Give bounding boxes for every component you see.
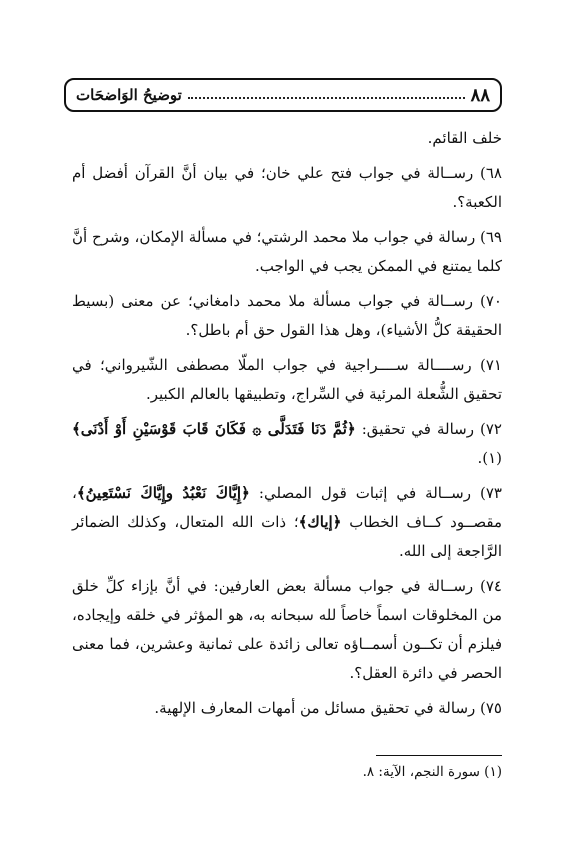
header-title: توضيحُ الوَاضحَات	[76, 86, 182, 104]
item-72-text: ٧٢) رسالة في تحقيق:	[355, 420, 502, 438]
paragraph-item-74: ٧٤) رســالة في جواب مسألة بعض العارفين: في أنَّ بإزاء كلِّ خلق من المخلوقات اسماً خاصاً لله سبحانه به، هو المؤثر في خلقه وإيجاده، فيلزم أن تكــون أسمــاؤه تعالى زائدة على ثمانية وعشرين، فما معنى الحصر في دائرة العقل؟.	[72, 577, 502, 682]
paragraph-item-71: ٧١) رســــالة ســــراجية في جواب الملّا مصطفى الشّيرواني؛ في تحقيق الشُّعلة المرئية في السِّراج، وتطبيقها بالعالم الكبير.	[72, 356, 502, 403]
page-body	[72, 124, 502, 729]
paragraph-continuation: خلف القائم.	[427, 129, 502, 147]
page-header	[64, 78, 502, 112]
header-leader-dots	[188, 97, 465, 99]
paragraph-item-72	[72, 415, 502, 473]
paragraph-item-69: ٦٩) رسالة في جواب ملا محمد الرشتي؛ في مسألة الإمكان، وشرح أنَّ كلما يمتنع في الممكن يجب في الواجب.	[72, 228, 502, 275]
item-73-text: ٧٣) رســالة في إثبات قول المصلي:	[249, 484, 502, 502]
item-73-mid: ، مقصــود كــاف الخطاب	[72, 484, 502, 531]
paragraph-item-75: ٧٥) رسالة في تحقيق مسائل من أمهات المعارف الإلهية.	[154, 699, 502, 717]
paragraph-item-68: ٦٨) رســالة في جواب فتح علي خان؛ في بيان أنَّ القرآن أفضل أم الكعبة؟.	[72, 164, 502, 211]
quran-verse-najm: ﴿ثُمَّ دَنَا فَتَدَلَّى ۞ فَكَانَ قَابَ قَوْسَيْنِ أَوْ أَدْنَى﴾	[72, 420, 356, 438]
page-number: ٨٨	[470, 84, 490, 106]
quran-word-iyyaka: ﴿إياك﴾	[298, 513, 342, 531]
item-73-end: ؛ ذات الله المتعال، وكذلك الضمائر الرَّاجعة إلى الله.	[72, 513, 502, 560]
paragraph-item-70: ٧٠) رســالة في جواب مسألة ملا محمد دامغاني؛ عن معنى (بسيط الحقيقة كلُّ الأشياء)، وهل هذا القول حق أم باطل؟.	[72, 292, 502, 339]
footnote-separator	[376, 755, 502, 756]
footnote: (١) سورة النجم، الآية: ٨.	[362, 764, 502, 780]
paragraph-item-73	[72, 479, 502, 566]
quran-verse-fatiha: ﴿إِيَّاكَ نَعْبُدُ وإِيَّاكَ نَسْتَعِينُ﴾	[76, 484, 250, 502]
footnote-ref: (١).	[477, 449, 502, 467]
